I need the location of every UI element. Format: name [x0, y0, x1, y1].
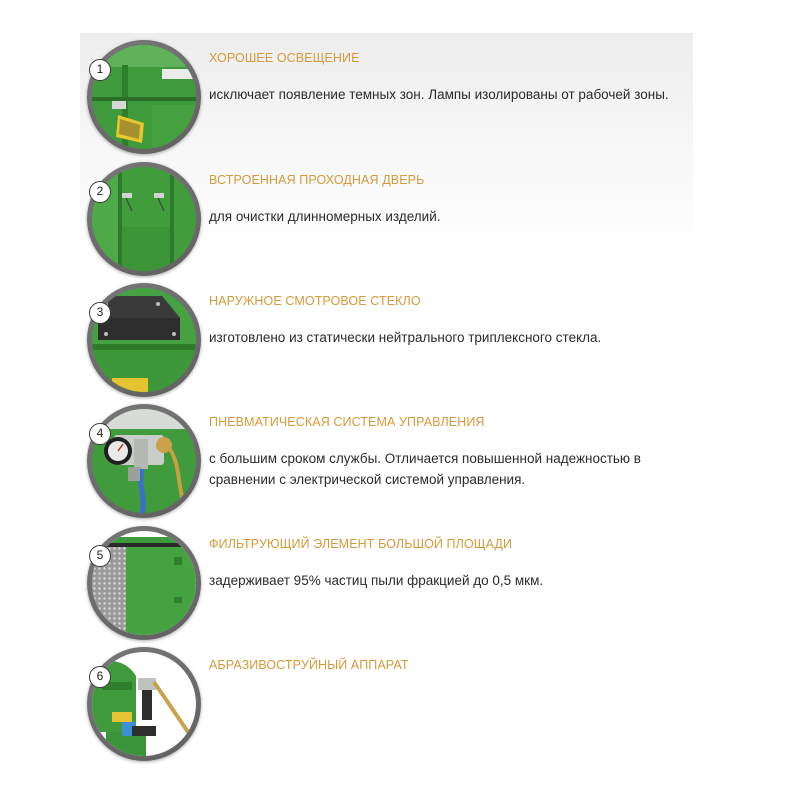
feature-title: ФИЛЬТРУЮЩИЙ ЭЛЕМЕНТ БОЛЬШОЙ ПЛОЩАДИ [209, 537, 513, 551]
feature-description: с большим сроком службы. Отличается повышенной надежностью в сравнении с электрической системой управления. [209, 451, 641, 487]
feature-image-1 [87, 40, 201, 154]
window-icon [92, 288, 196, 392]
blast-pot-icon [92, 652, 196, 756]
feature-description: для очистки длинномерных изделий. [209, 209, 441, 224]
feature-title: АБРАЗИВОСТРУЙНЫЙ АППАРАТ [209, 658, 409, 672]
feature-image-2 [87, 162, 201, 276]
feature-image-3 [87, 283, 201, 397]
feature-item-6 [80, 647, 693, 763]
filter-icon [92, 531, 196, 635]
light-cabinet-icon [92, 45, 196, 149]
feature-description: задерживает 95% частиц пыли фракцией до 0,5 мкм. [209, 573, 544, 588]
feature-title: НАРУЖНОЕ СМОТРОВОЕ СТЕКЛО [209, 294, 421, 308]
feature-image-4 [87, 404, 201, 518]
number-badge: 6 [89, 666, 111, 688]
number-badge: 2 [89, 181, 111, 203]
door-icon [92, 167, 196, 271]
number-badge: 3 [89, 302, 111, 324]
feature-item-1 [80, 40, 693, 156]
pressure-gauge-icon [92, 409, 196, 513]
number-badge: 5 [89, 545, 111, 567]
number-badge: 4 [89, 423, 111, 445]
feature-title: ВСТРОЕННАЯ ПРОХОДНАЯ ДВЕРЬ [209, 173, 425, 187]
feature-item-4 [80, 404, 693, 520]
feature-title: ХОРОШЕЕ ОСВЕЩЕНИЕ [209, 51, 360, 65]
feature-item-3 [80, 283, 693, 399]
feature-description: изготовлено из статически нейтрального триплексного стекла. [209, 330, 602, 345]
feature-description: исключает появление темных зон. Лампы изолированы от рабочей зоны. [209, 87, 669, 102]
feature-item-2 [80, 162, 693, 278]
feature-item-5 [80, 526, 693, 642]
feature-title: ПНЕВМАТИЧЕСКАЯ СИСТЕМА УПРАВЛЕНИЯ [209, 415, 485, 429]
feature-image-5 [87, 526, 201, 640]
number-badge: 1 [89, 59, 111, 81]
feature-image-6 [87, 647, 201, 761]
